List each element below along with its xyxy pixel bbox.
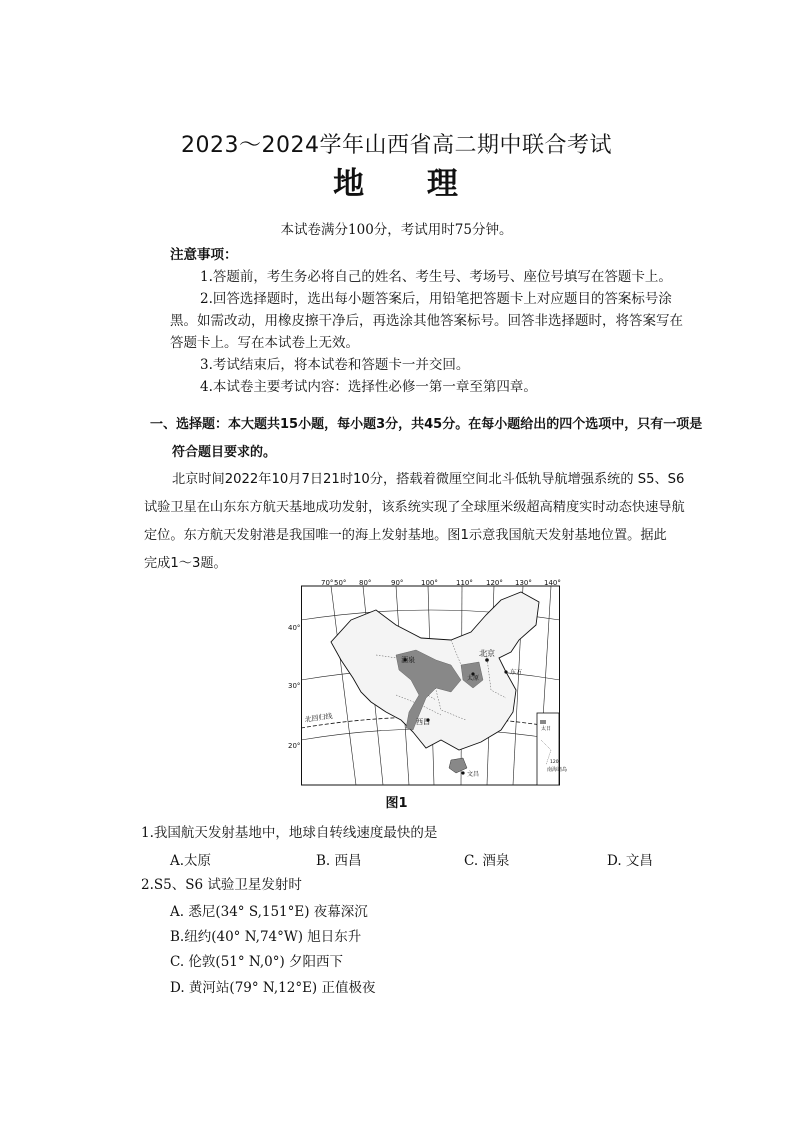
inset-note: 南海诸岛 — [547, 767, 568, 773]
subject-title: 地 理 — [333, 166, 460, 202]
lat-label-30: 30° — [288, 682, 301, 690]
beijing-label: 北京 — [479, 649, 495, 658]
notice-line-6: 4.本试卷主要考试内容：选择性必修一第一章至第四章。 — [200, 379, 537, 395]
lon-label-80: 80° — [359, 579, 372, 587]
jiuquan-label: 酒泉 — [401, 656, 415, 664]
passage-line-1: 北京时间2022年10月7日21时10分，搭载着微厘空间北斗低轨导航增强系统的 S5、S6 — [172, 472, 685, 487]
question-2-option-a: A. 悉尼(34° S,151°E) 夜幕深沉 — [170, 904, 368, 920]
wenchang-marker — [461, 771, 464, 774]
lat-label-20: 20° — [288, 742, 301, 750]
question-2-option-b: B.纽约(40° N,74°W) 旭日东升 — [170, 929, 362, 945]
tropic-label: 北回归线 — [304, 712, 334, 724]
notice-line-3: 黑。如需改动，用橡皮擦干净后，再选涂其他答案标号。回答非选择题时，将答案写在 — [170, 313, 683, 329]
question-2-option-c: C. 伦敦(51° N,0°) 夕阳西下 — [170, 954, 344, 970]
lon-label-120: 120° — [486, 579, 503, 587]
inset-island — [540, 720, 546, 724]
section-heading-line-2: 符合题目要求的。 — [172, 445, 277, 460]
xichang-label: 西昌 — [416, 718, 430, 726]
dongfang-label: 东方 — [510, 669, 523, 676]
section-heading-line-1: 一、选择题：本大题共15小题，每小题3分，共45分。在每小题给出的四个选项中，只有一项是 — [150, 417, 703, 432]
lon-label-70: 70° — [321, 579, 334, 587]
notice-line-4: 答题卡上。写在本试卷上无效。 — [170, 335, 359, 351]
lon-label-100: 100° — [421, 579, 438, 587]
exam-info: 本试卷满分100分，考试用时75分钟。 — [280, 222, 513, 238]
notice-heading: 注意事项： — [170, 247, 238, 263]
question-1-stem: 1.我国航天发射基地中，地球自转线速度最快的是 — [141, 825, 438, 841]
question-1-option-c: C. 酒泉 — [464, 853, 510, 869]
figure-caption: 图1 — [385, 796, 408, 811]
taiyuan-label: 太原 — [467, 675, 480, 682]
lat-label-40: 40° — [288, 624, 301, 632]
question-1-option-a: A.太原 — [170, 853, 212, 869]
dongfang-marker — [504, 670, 507, 673]
exam-title: 2023～2024学年山西省高二期中联合考试 — [181, 133, 612, 158]
lon-label-110: 110° — [456, 579, 473, 587]
passage-line-2: 试验卫星在山东东方航天基地成功发射，该系统实现了全球厘米级超高精度实时动态快速导航 — [144, 500, 685, 515]
notice-line-1: 1.答题前，考生务必将自己的姓名、考生号、考场号、座位号填写在答题卡上。 — [200, 269, 672, 285]
question-2-option-d: D. 黄河站(79° N,12°E) 正值极夜 — [170, 980, 376, 996]
inset-island-label: 太日 — [541, 726, 552, 732]
inset-scale: 120 — [550, 760, 559, 765]
lon-label-50: 50° — [334, 579, 347, 587]
passage-line-3: 定位。东方航天发射港是我国唯一的海上发射基地。图1示意我国航天发射基地位置。据此 — [144, 528, 667, 543]
lon-label-140: 140° — [544, 579, 561, 587]
question-2-stem: 2.S5、S6 试验卫星发射时 — [141, 877, 302, 893]
wenchang-label: 文昌 — [467, 771, 480, 778]
notice-line-5: 3.考试结束后，将本试卷和答题卡一并交回。 — [200, 357, 470, 373]
china-launch-sites-map — [288, 579, 568, 786]
question-1-option-d: D. 文昌 — [607, 853, 653, 869]
question-1-option-b: B. 西昌 — [316, 853, 362, 869]
lon-label-90: 90° — [391, 579, 404, 587]
beijing-marker — [485, 658, 489, 662]
lon-label-130: 130° — [515, 579, 532, 587]
notice-line-2: 2.回答选择题时，选出每小题答案后，用铅笔把答题卡上对应题目的答案标号涂 — [200, 291, 672, 307]
passage-line-4: 完成1～3题。 — [144, 556, 227, 571]
